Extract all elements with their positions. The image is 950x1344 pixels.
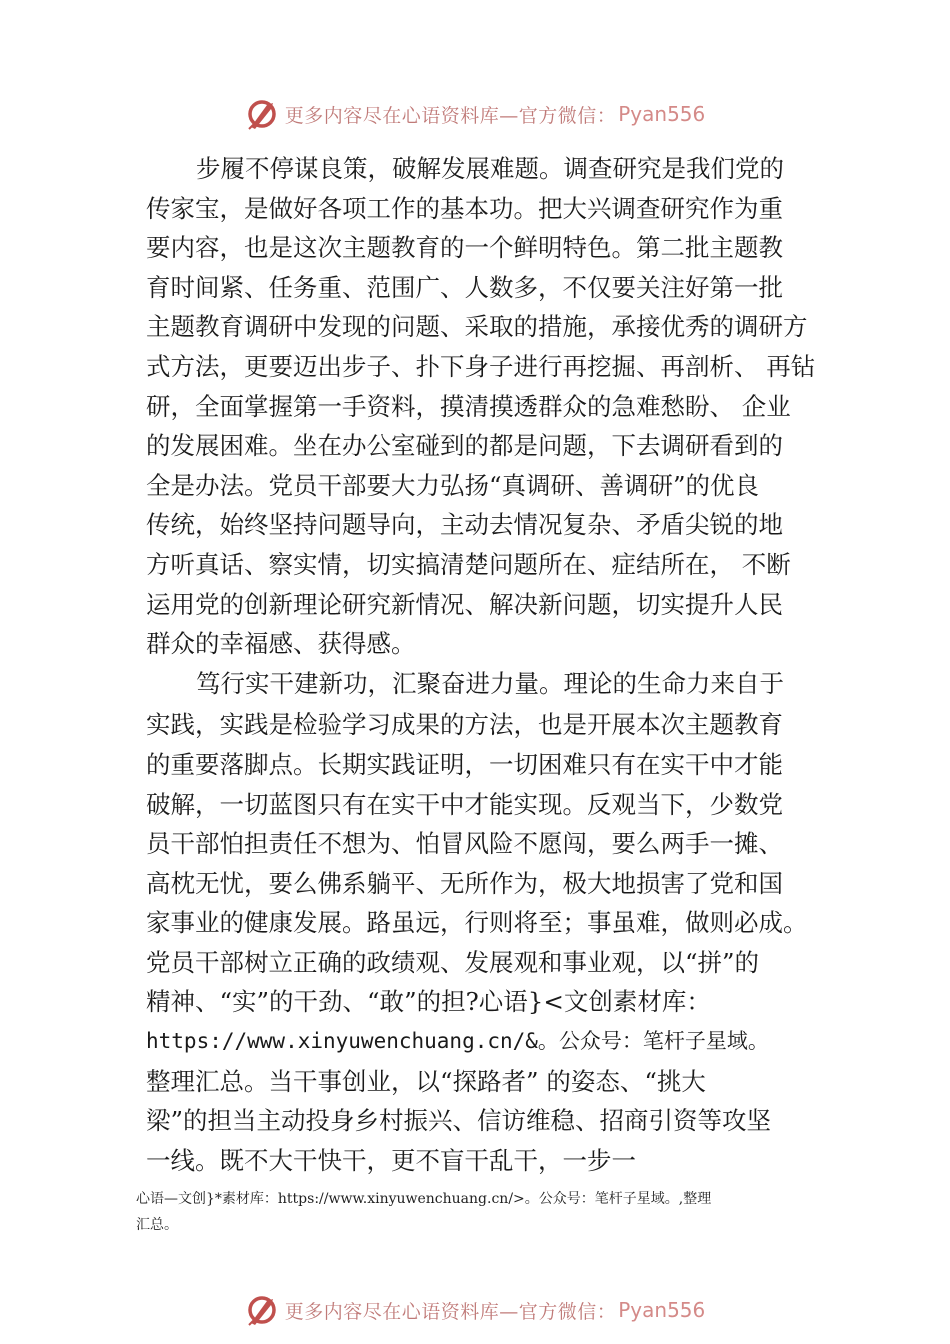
footnote	[136, 1186, 826, 1238]
text-line: 员干部怕担责任不想为、怕冒风险不愿闯，要么两手一摊、	[146, 829, 783, 859]
paragraph-2	[146, 664, 836, 1181]
text-line: 运用党的创新理论研究新情况、解决新问题，切实提升人民	[146, 589, 783, 619]
text-line: 育时间紧、任务重、范围广、人数多，不仅要关注好第一批	[146, 272, 783, 302]
text-line: 群众的幸福感、获得感。	[146, 629, 416, 659]
text-line: 党员干部树立正确的政绩观、发展观和事业观，以“拼”的	[146, 947, 760, 977]
text-line: 的发展困难。坐在办公室碰到的都是问题，下去调研看到的	[146, 431, 783, 461]
banner-wechat-id: Pyan556	[618, 1298, 706, 1322]
pen-logo-icon	[245, 97, 279, 131]
text-line: 一线。既不大干快干，更不盲干乱干，一步一	[146, 1145, 636, 1175]
text-line: 的重要落脚点。长期实践证明，一切困难只有在实干中才能	[146, 749, 783, 779]
banner-text: 更多内容尽在心语资料库—官方微信：	[284, 1300, 617, 1323]
banner-text: 更多内容尽在心语资料库—官方微信：	[284, 104, 617, 127]
footnote-line: 心语—文创}*素材库：https://www.xinyuwenchuang.cn/>。公众号：笔杆子星域。,整理	[136, 1191, 712, 1207]
text-line: 高枕无忧，要么佛系躺平、无所作为，极大地损害了党和国	[146, 868, 783, 898]
text-line: 传家宝，是做好各项工作的基本功。把大兴调查研究作为重	[146, 193, 783, 223]
text-line: 要内容，也是这次主题教育的一个鲜明特色。第二批主题教	[146, 233, 783, 263]
footnote-line: 汇总。	[136, 1217, 178, 1233]
text-line: 实践，实践是检验学习成果的方法，也是开展本次主题教育	[146, 710, 783, 740]
paragraph-1	[146, 149, 836, 664]
header-banner	[0, 94, 950, 134]
text-line: 精神、“实”的干劲、“敢”的担?心语}<文创素材库：	[146, 987, 711, 1017]
text-line: 传统，始终坚持问题导向，主动去情况复杂、矛盾尖锐的地	[146, 510, 783, 540]
document-body	[146, 149, 836, 1180]
text-line: 主题教育调研中发现的问题、采取的措施，承接优秀的调研方	[146, 312, 808, 342]
text-line: 步履不停谋良策，破解发展难题。调查研究是我们党的	[196, 154, 784, 183]
text-line: 研，全面掌握第一手资料，摸清摸透群众的急难愁盼、 企业	[146, 391, 791, 421]
text-line: 家事业的健康发展。路虽远，行则将至；事虽难，做则必成。	[146, 908, 808, 938]
text-line: 笃行实干建新功，汇聚奋进力量。理论的生命力来自于	[196, 668, 784, 698]
banner-wechat-id: Pyan556	[618, 102, 706, 126]
text-line: 方听真话、察实情，切实搞清楚问题所在、症结所在， 不断	[146, 549, 791, 579]
text-line: 破解，一切蓝图只有在实干中才能实现。反观当下，少数党	[146, 789, 783, 819]
text-line: 梁”的担当主动投身乡村振兴、信访维稳、招商引资等攻坚	[146, 1106, 772, 1136]
text-line: 式方法，更要迈出步子、扑下身子进行再挖掘、再剖析、 再钻	[146, 351, 816, 381]
pen-logo-icon	[245, 1293, 279, 1327]
text-line: 全是办法。党员干部要大力弘扬“真调研、善调研”的优良	[146, 470, 760, 500]
text-line: 整理汇总。当干事创业，以“探路者” 的姿态、“挑大	[146, 1066, 706, 1096]
footer-banner	[0, 1290, 950, 1330]
url-text-line: https://www.xinyuwenchuang.cn/&。公众号：笔杆子星域。	[146, 1029, 769, 1054]
